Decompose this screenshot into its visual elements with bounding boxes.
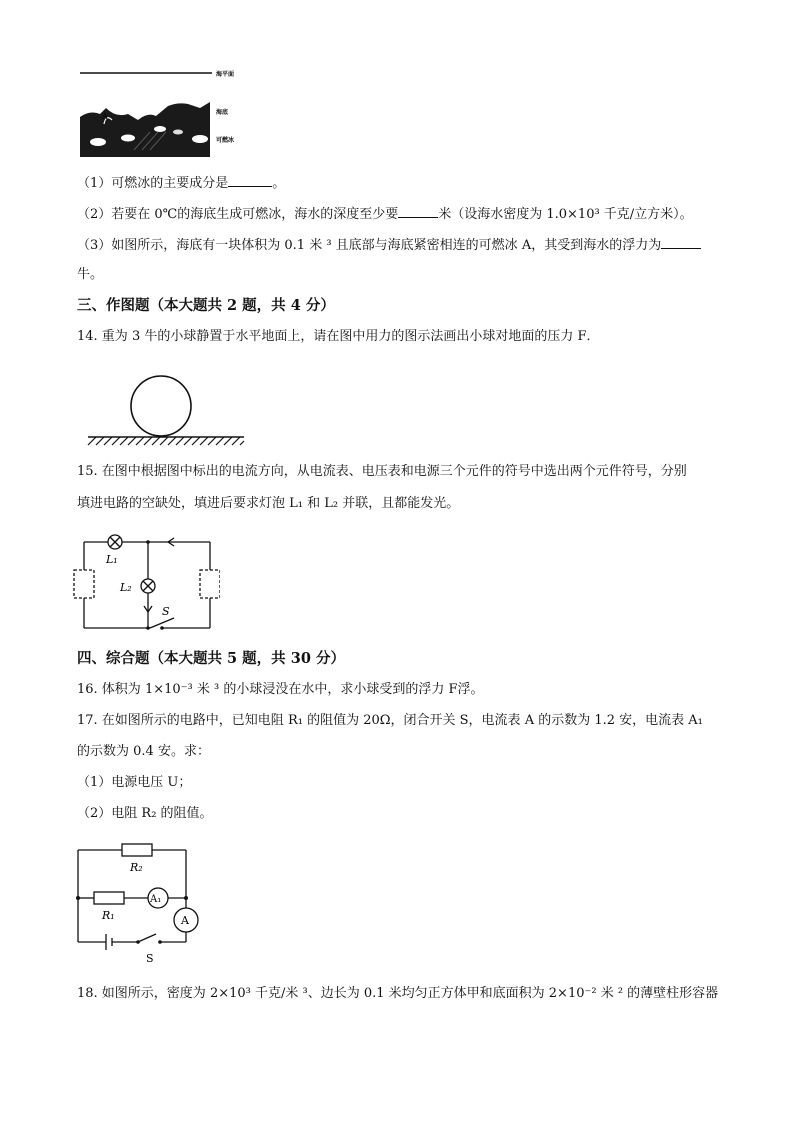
ammeter-a-label: A (181, 914, 189, 927)
q13-part2-end: 米（设海水密度为 1.0×10³ 千克/立方米）。 (438, 207, 693, 222)
section-4-title: 四、综合题（本大题共 5 题，共 30 分） (77, 650, 345, 667)
label-a: A (102, 112, 108, 121)
q18-line1: 18. 如图所示，密度为 2×10³ 千克/米 ³、边长为 0.1 米均匀正方体甲和底面积为 2×10⁻² 米 ² 的薄壁柱形容器 (77, 986, 719, 1001)
lamp-l2-label: L₂ (120, 581, 132, 594)
q15-line2: 填进电路的空缺处，填进后要求灯泡 L₁ 和 L₂ 并联，且都能发光。 (77, 496, 460, 511)
q17-line2: 的示数为 0.4 安。求： (77, 744, 210, 759)
resistor-r1-label: R₁ (102, 909, 115, 922)
section-3-title: 三、作图题（本大题共 2 题，共 4 分） (77, 297, 335, 314)
q17-part1: （1）电源电压 U； (77, 775, 192, 790)
q17-circuit (72, 838, 207, 968)
q13-part1 (77, 174, 285, 193)
switch-s-label: S (146, 952, 154, 965)
label-combustible-ice: 可燃冰 (216, 137, 235, 144)
answer-blank[interactable] (228, 174, 272, 187)
answer-blank[interactable] (398, 205, 438, 218)
q13-part3 (77, 236, 701, 255)
ball-figure (84, 372, 249, 450)
q13-part3-text: （3）如图所示，海底有一块体积为 0.1 米 ³ 且底部与海底紧密相连的可燃冰 A，其受到海水的浮力为 (77, 238, 662, 253)
q13-part3-cont: 牛。 (77, 267, 104, 282)
answer-blank[interactable] (661, 236, 701, 249)
seafloor-figure (76, 62, 256, 162)
switch-s-label: S (162, 605, 170, 618)
q15-line1: 15. 在图中根据图中标出的电流方向，从电流表、电压表和电源三个元件的符号中选出两个元件符号，分别 (77, 464, 687, 479)
resistor-r2-label: R₂ (130, 861, 143, 874)
q16-text: 16. 体积为 1×10⁻³ 米 ³ 的小球浸没在水中，求小球受到的浮力 F浮。 (77, 682, 484, 697)
q14-text: 14. 重为 3 牛的小球静置于水平地面上，请在图中用力的图示法画出小球对地面的压力 F． (77, 329, 600, 344)
q13-part2 (77, 205, 693, 224)
lamp-l1-label: L₁ (106, 553, 118, 566)
label-sea-level: 海平面 (216, 71, 235, 78)
q13-part2-text: （2）若要在 0℃的海底生成可燃冰，海水的深度至少要 (77, 207, 399, 222)
q13-part1-end: 。 (272, 176, 286, 191)
q15-circuit (70, 532, 220, 634)
q17-part2: （2）电阻 R₂ 的阻值。 (77, 806, 213, 821)
q13-part1-text: （1）可燃冰的主要成分是 (77, 176, 229, 191)
ammeter-a1-label: A₁ (150, 894, 162, 905)
q17-line1: 17. 在如图所示的电路中，已知电阻 R₁ 的阻值为 20Ω，闭合开关 S，电流表 A 的示数为 1.2 安，电流表 A₁ (77, 713, 703, 728)
label-seabed: 海底 (216, 109, 229, 116)
